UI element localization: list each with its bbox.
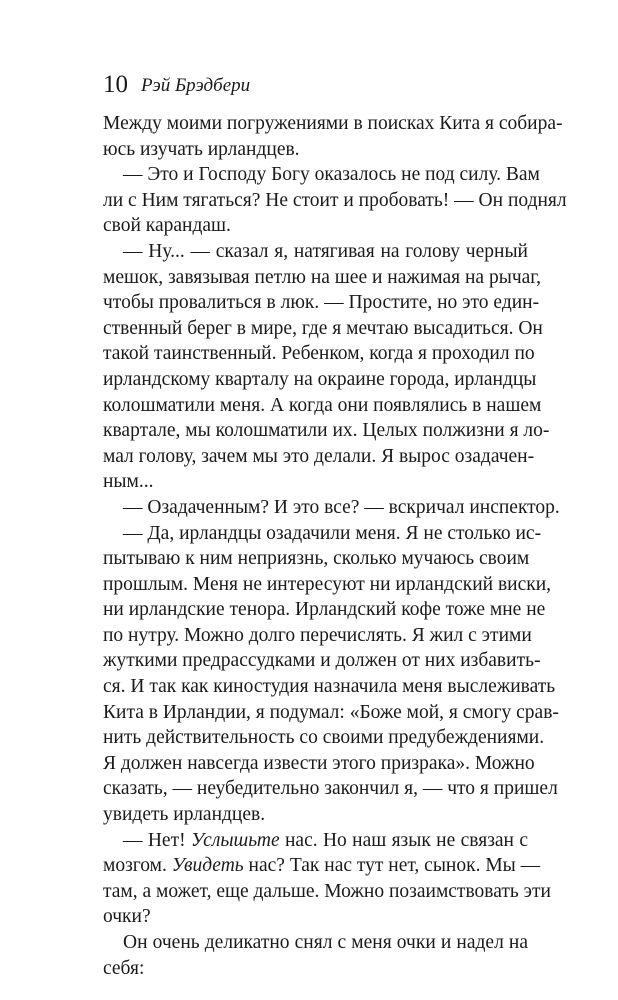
page-number: 10 (103, 71, 128, 98)
text-line: ным... (103, 471, 154, 493)
text-line: пытываю к ним неприязнь, сколько мучаюсь своим (103, 548, 530, 570)
text-line: — Ну... — сказал я, натягивая на голову черный (123, 240, 528, 262)
text-segment: — Нет! (123, 829, 191, 851)
text-line: жуткими предрассудками и должен от них избавить- (103, 650, 541, 672)
text-line: — Да, ирландцы озадачили меня. Я не столько ис- (123, 522, 542, 544)
text-line: Я должен навсегда извести этого призрака». Можно (103, 752, 535, 774)
running-title: Рэй Брэдбери (141, 75, 251, 96)
italic-emphasis: Услышьте (190, 829, 280, 851)
text-line: ли с Ним тягаться? Не стоит и пробовать! — Он поднял (103, 189, 567, 211)
text-line: мешок, завязывая петлю на шее и нажимая на рычаг, (103, 266, 541, 288)
text-line: увидеть ирландцев. (103, 804, 266, 826)
text-line: по нутру. Можно долго перечислять. Я жил с этими (103, 624, 532, 646)
text-line: там, а может, еще дальше. Можно позаимствовать эти (103, 880, 551, 902)
text-segment: мозгом. (103, 855, 172, 877)
text-line: колошматили меня. А когда они появлялись в нашем (103, 394, 542, 416)
text-line: Между моими погружениями в поисках Кита я собира- (103, 113, 563, 134)
text-line: прошлым. Меня не интересуют ни ирландский виски, (103, 573, 552, 595)
body-text (103, 111, 567, 981)
text-line: — Это и Господу Богу оказалось не под силу. Вам (123, 164, 540, 186)
text-line: квартале, мы колошматили их. Целых полжизни я ло- (103, 420, 550, 442)
text-segment: нас. Но наш язык не связан с (279, 829, 528, 851)
text-line: ни ирландские тенора. Ирландский кофе тоже мне не (103, 599, 546, 621)
text-line: свой карандаш. (103, 215, 231, 237)
text-line: себя: (103, 957, 145, 979)
text-line: очки? (103, 906, 151, 928)
text-line: Он очень деликатно снял с меня очки и надел на (123, 932, 528, 953)
text-line: нить действительность со своими предубеждениями. (103, 727, 545, 749)
text-line: чтобы провалиться в люк. — Простите, но это един- (103, 292, 540, 314)
text-line: сказать, — неубедительно закончил я, — что я пришел (103, 778, 558, 800)
text-segment: нас? Так нас тут нет, сынок. Мы — (243, 855, 541, 877)
text-line: Кита в Ирландии, я подумал: «Боже мой, я смогу срав- (103, 701, 559, 723)
text-line (103, 828, 528, 854)
text-line: ирландскому кварталу на окраине города, ирландцы (103, 368, 537, 390)
italic-emphasis: Увидеть (171, 855, 244, 877)
text-line: юсь изучать ирландцев. (103, 138, 300, 160)
text-line: мал голову, зачем мы это делали. Я вырос озадачен- (103, 445, 535, 467)
text-line: — Озадаченным? И это все? — вскричал инспектор. (123, 496, 560, 518)
text-line: ся. И так как киностудия назначила меня выслеживать (103, 676, 556, 698)
text-line: ственный берег в мире, где я мечтаю высадиться. Он (103, 317, 543, 339)
text-line: такой таинственный. Ребенком, когда я проходил по (103, 343, 535, 365)
text-line (103, 853, 541, 879)
